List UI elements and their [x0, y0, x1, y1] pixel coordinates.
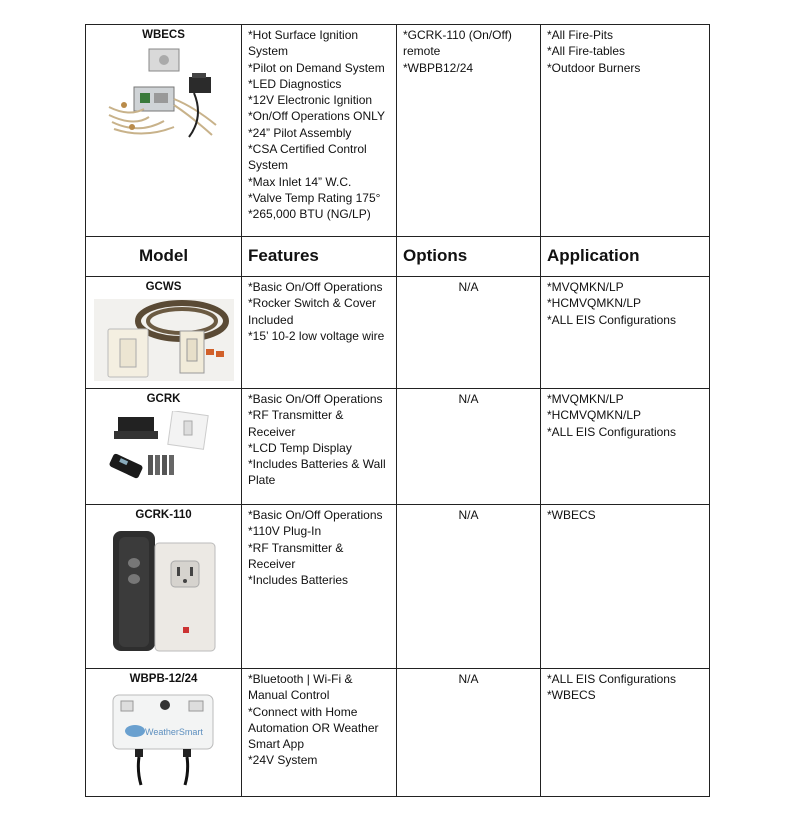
application-item: *Outdoor Burners: [547, 60, 641, 75]
feature-item: *LCD Temp Display: [248, 440, 352, 455]
features-cell: [242, 25, 397, 237]
application-item: *MVQMKN/LP: [547, 392, 624, 406]
feature-item: *Rocker Switch & Cover Included: [248, 296, 377, 327]
wbpb-weathersmart-box-image: [109, 691, 219, 787]
application-item: *WBECS: [547, 688, 596, 703]
option-item: *GCRK-110 (On/Off) remote: [403, 28, 512, 59]
feature-item: *12V Electronic Ignition: [248, 93, 373, 108]
feature-item: *Connect with Home Automation OR Weather Smart App: [248, 704, 379, 752]
model-name: GCRK: [146, 393, 181, 405]
wbecs-ignition-kit-image: [104, 47, 224, 142]
header-row: [86, 237, 710, 277]
option-item: N/A: [458, 392, 479, 406]
application-item: *ALL EIS Configurations: [547, 312, 676, 327]
feature-item: *24” Pilot Assembly: [248, 125, 352, 140]
options-cell: [397, 389, 541, 505]
model-name: WBPB-12/24: [129, 673, 198, 685]
option-item: N/A: [458, 672, 479, 686]
application-cell: [541, 505, 710, 669]
options-cell: [397, 25, 541, 237]
gcrk-remote-kit-image: [104, 411, 224, 491]
product-spec-table: [85, 24, 710, 797]
feature-item: *Pilot on Demand System: [248, 60, 385, 75]
options-cell: [397, 277, 541, 389]
feature-item: *Includes Batteries & Wall Plate: [248, 457, 386, 488]
options-cell: [397, 505, 541, 669]
header-options: Options: [397, 237, 541, 277]
feature-item: *RF Transmitter & Receiver: [248, 408, 344, 439]
feature-item: *LED Diagnostics: [248, 76, 342, 91]
application-cell: [541, 277, 710, 389]
feature-item: *Hot Surface Ignition System: [248, 28, 359, 59]
application-cell: [541, 669, 710, 797]
feature-item: *Bluetooth | Wi-Fi & Manual Control: [248, 672, 353, 703]
model-name: GCRK-110: [135, 509, 192, 521]
table-row: [86, 389, 710, 505]
feature-item: *On/Off Operations ONLY: [248, 109, 385, 124]
model-cell: [86, 389, 242, 505]
feature-item: *Basic On/Off Operations: [248, 280, 383, 294]
feature-item: *Basic On/Off Operations: [248, 508, 383, 522]
application-item: *MVQMKN/LP: [547, 280, 624, 294]
table-row: [86, 277, 710, 389]
application-cell: [541, 389, 710, 505]
feature-item: *110V Plug-In: [248, 524, 322, 539]
feature-item: *24V System: [248, 753, 318, 768]
gcws-switch-kit-image: [94, 299, 234, 381]
application-item: *HCMVQMKN/LP: [547, 408, 642, 423]
model-cell: [86, 669, 242, 797]
model-name: GCWS: [145, 281, 182, 293]
application-item: *ALL EIS Configurations: [547, 672, 676, 686]
features-cell: [242, 277, 397, 389]
gcrk-110-remote-plug-image: [109, 527, 219, 657]
features-cell: [242, 505, 397, 669]
model-cell: [86, 277, 242, 389]
application-item: *All Fire-Pits: [547, 28, 614, 42]
model-name: WBECS: [142, 29, 185, 41]
features-cell: [242, 669, 397, 797]
feature-item: *15’ 10-2 low voltage wire: [248, 328, 385, 343]
feature-item: *Basic On/Off Operations: [248, 392, 383, 406]
option-item: N/A: [458, 508, 479, 522]
application-item: *HCMVQMKN/LP: [547, 296, 642, 311]
model-cell: [86, 25, 242, 237]
feature-item: *Valve Temp Rating 175°: [248, 190, 381, 205]
header-features: Features: [242, 237, 397, 277]
feature-item: *CSA Certified Control System: [248, 142, 367, 173]
table-row: [86, 25, 710, 237]
device-brand-label: WeatherSmart: [144, 727, 203, 738]
header-model: Model: [86, 237, 242, 277]
header-application: Application: [541, 237, 710, 277]
feature-item: *Max Inlet 14” W.C.: [248, 174, 352, 189]
application-item: *ALL EIS Configurations: [547, 424, 676, 439]
application-item: *WBECS: [547, 508, 596, 522]
features-cell: [242, 389, 397, 505]
table-row: [86, 669, 710, 797]
application-item: *All Fire-tables: [547, 44, 626, 59]
options-cell: [397, 669, 541, 797]
feature-item: *265,000 BTU (NG/LP): [248, 207, 371, 222]
application-cell: [541, 25, 710, 237]
feature-item: *Includes Batteries: [248, 573, 349, 588]
table-row: [86, 505, 710, 669]
option-item: *WBPB12/24: [403, 60, 474, 75]
option-item: N/A: [458, 280, 479, 294]
feature-item: *RF Transmitter & Receiver: [248, 540, 344, 571]
model-cell: [86, 505, 242, 669]
